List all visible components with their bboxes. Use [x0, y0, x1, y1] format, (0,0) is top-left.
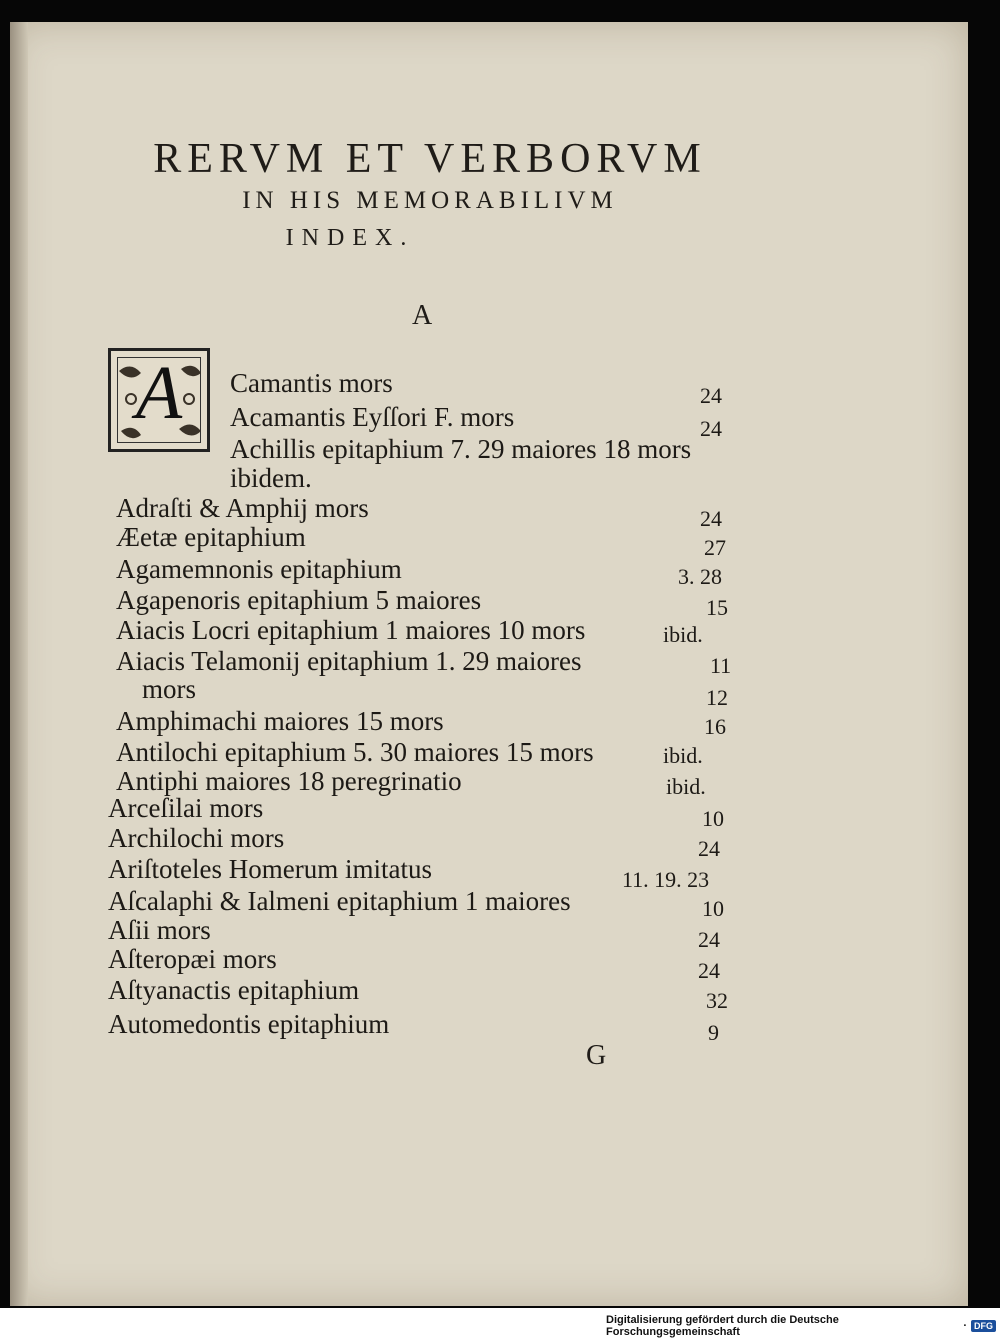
dfg-logo: DFG: [971, 1320, 996, 1332]
index-entry-page: 11: [710, 653, 732, 678]
index-entry-text: Automedontis epitaphium: [108, 1009, 390, 1039]
index-entry-page: ibid.: [663, 622, 703, 647]
index-entry-page: 12: [706, 685, 728, 710]
index-entry-text: Agapenoris epitaphium 5 maiores: [116, 585, 482, 615]
index-entry-text: Archilochi mors: [108, 823, 285, 853]
index-entry-text: Ariſtoteles Homerum imitatus: [108, 854, 432, 884]
index-entry-text: Aſcalaphi & Ialmeni epitaphium 1 maiores: [108, 886, 571, 916]
index-entry-text: Amphimachi maiores 15 mors: [116, 706, 444, 736]
index-entry-page: ibid.: [663, 743, 703, 768]
index-entry-text: Aſtyanactis epitaphium: [108, 975, 360, 1005]
index-entry-page: 24: [698, 958, 720, 983]
section-letter-g: G: [586, 1040, 607, 1071]
index-title-line3: INDEX.: [285, 225, 415, 251]
index-entry-page: 24: [700, 506, 722, 531]
page-spine-shadow: [10, 22, 28, 1306]
index-entry-page: 11. 19. 23: [622, 867, 710, 892]
index-entry-page: 24: [700, 416, 722, 441]
index-entry-text: Æetæ epitaphium: [116, 522, 306, 552]
index-entry-page: 24: [698, 927, 720, 952]
index-entry-text: mors: [142, 674, 196, 704]
decorated-initial-letter: A: [135, 351, 183, 435]
index-entry-page: 24: [698, 836, 720, 861]
index-entry-text: Arceſilai mors: [108, 793, 264, 823]
index-entry-text: Antiphi maiores 18 peregrinatio: [116, 766, 462, 796]
section-letter-a: A: [412, 300, 433, 331]
index-title-line2: IN HIS MEMORABILIVM: [242, 187, 618, 214]
index-entry-text: Adraſti & Amphij mors: [116, 493, 369, 523]
index-entry-page: 32: [706, 988, 728, 1013]
index-entry-text: Acamantis Eyſſori F. mors: [230, 402, 515, 432]
index-entry-text: Aiacis Telamonij epitaphium 1. 29 maiores: [116, 646, 582, 676]
index-entry-text: Achillis epitaphium 7. 29 maiores 18 mors: [230, 434, 692, 464]
index-entry-page: 24: [700, 383, 722, 408]
separator-icon: ·: [963, 1320, 967, 1332]
index-entry-page: 27: [704, 535, 726, 560]
index-entry-text: Agamemnonis epitaphium: [116, 554, 402, 584]
decorated-initial: [108, 348, 210, 452]
index-entry-text: Aiacis Locri epitaphium 1 maiores 10 mors: [116, 615, 586, 645]
index-entry-page: 10: [702, 896, 724, 921]
digitization-credit: [606, 1316, 996, 1336]
index-entry-text: ibidem.: [230, 463, 312, 493]
index-entry-text: Camantis mors: [230, 368, 393, 398]
index-entry-page: 10: [702, 806, 724, 831]
index-entry-text: Aſii mors: [108, 915, 211, 945]
index-entry-page: 9: [708, 1020, 719, 1045]
index-entry-page: 16: [704, 714, 726, 739]
credit-text: Digitalisierung gefördert durch die Deutsche Forschungsgemeinschaft: [606, 1314, 839, 1338]
index-entry-page: 15: [706, 595, 728, 620]
index-entry-page: ibid.: [666, 774, 706, 799]
index-title-line1: RERVM ET VERBORVM: [153, 136, 707, 182]
index-entry-text: Antilochi epitaphium 5. 30 maiores 15 mors: [116, 737, 594, 767]
index-entry-page: 3. 28: [678, 564, 722, 589]
index-entry-text: Aſteropæi mors: [108, 944, 277, 974]
